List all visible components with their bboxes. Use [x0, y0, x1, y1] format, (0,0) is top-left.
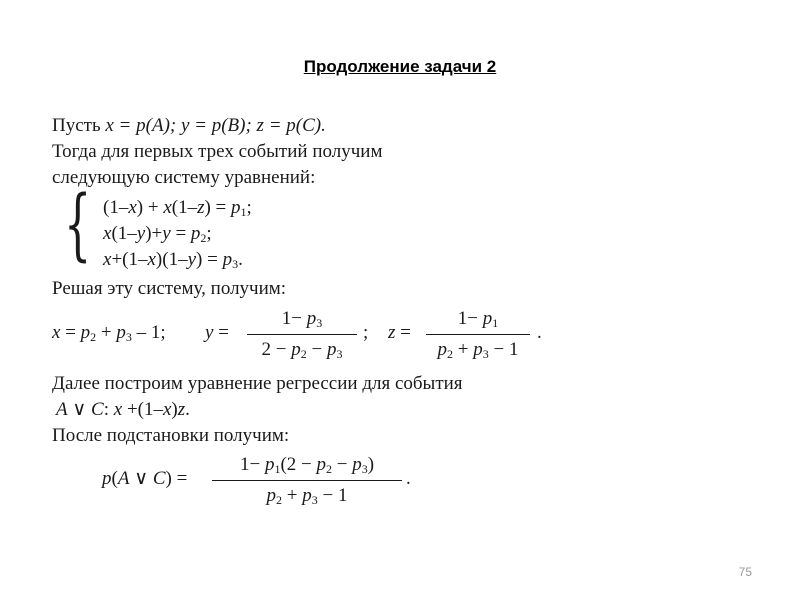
final-period: . [406, 468, 411, 489]
page-number: 75 [738, 565, 752, 579]
text-line-7: После подстановки получим: [52, 425, 290, 446]
text-line-4: Решая эту систему, получим: [52, 278, 287, 299]
y-semicolon: ; [363, 322, 369, 343]
y-lhs: y = [205, 322, 229, 343]
text-line-6: A ∨ C: x +(1–x)z. [56, 399, 190, 420]
final-denominator: $p_2 + p_3 - 1$ [212, 480, 402, 508]
left-brace: { [64, 180, 92, 270]
final-lhs: p(A ∨ C) = [102, 468, 188, 489]
x-solution: $x = p_2 + p_3 - 1$; [52, 322, 166, 344]
text-line-2: Тогда для первых трех событий получим [52, 141, 383, 162]
final-numerator: $1- p_1(2 - p_2 - p_3)$ [239, 454, 375, 476]
text-line-1: Пусть x = p(A); y = p(B); z = p(C). [52, 115, 326, 136]
text-line-5: Далее построим уравнение регрессии для события [52, 373, 463, 394]
y-numerator: $1- p_3$ [281, 308, 323, 330]
z-numerator: $1- p_1$ [457, 308, 499, 330]
system-equation-1: $(1-x) + x(1-z) = p_1$; [103, 197, 252, 219]
system-equation-2: $x(1-y)+y = p_2$; [103, 223, 212, 245]
z-denominator: $p_2 + p_3 - 1$ [426, 334, 530, 362]
z-period: . [537, 322, 542, 343]
z-fraction [426, 307, 530, 362]
z-lhs: z = [388, 322, 411, 343]
y-denominator: $2 - p_2 - p_3$ [247, 334, 357, 362]
y-fraction [247, 307, 357, 362]
slide-title: Продолжение задачи 2 [303, 57, 497, 76]
final-fraction [212, 453, 402, 508]
text-line-3: следующую систему уравнений: [52, 167, 316, 188]
system-equation-3: $x+(1-x)(1-y) = p_3$. [103, 249, 243, 271]
